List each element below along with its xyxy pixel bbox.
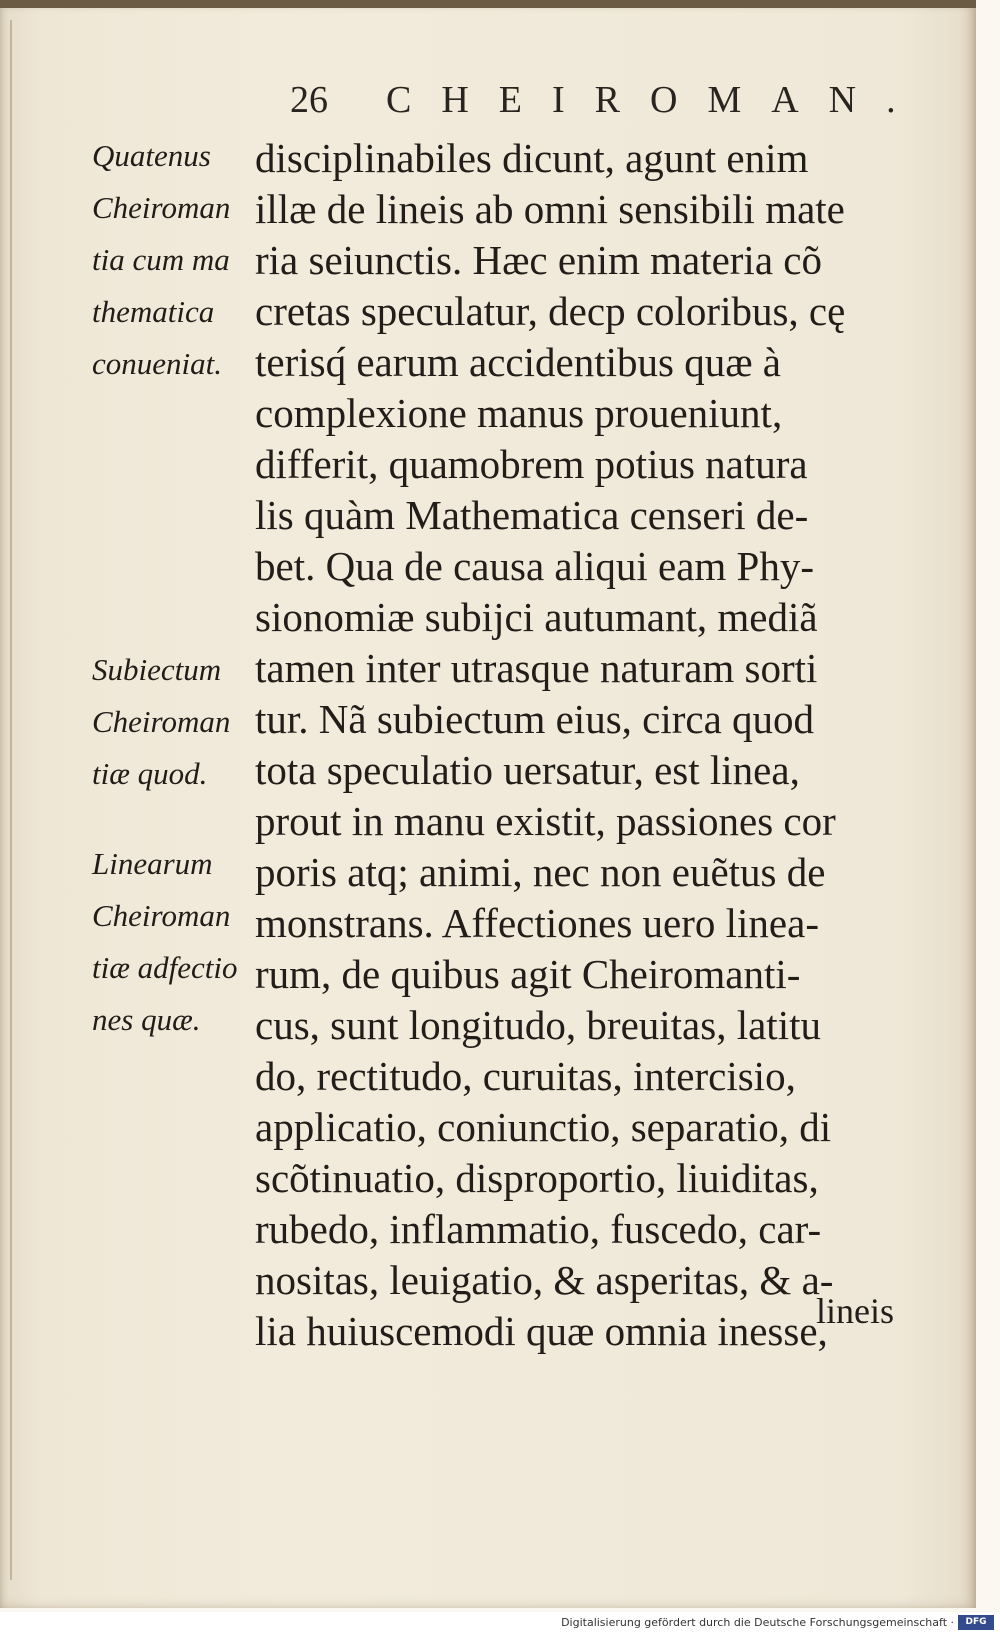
text-line: nositas, leuigatio, & asperitas, & a- [255, 1257, 834, 1303]
marginal-line: Cheiroman [92, 190, 231, 225]
text-line: do, rectitudo, curuitas, intercisio, [255, 1053, 796, 1099]
text-line: monstrans. Affectiones uero linea- [255, 900, 819, 946]
text-line: tamen inter utrasque naturam sorti [255, 645, 818, 691]
page-number: 26 [290, 79, 328, 121]
dfg-logo: DFG [958, 1615, 994, 1630]
text-line: tota speculatio uersatur, est linea, [255, 747, 800, 793]
page-top-edge [0, 0, 976, 8]
catchword: lineis [816, 1291, 894, 1331]
marginal-line: tia cum ma [92, 242, 230, 277]
text-line: disciplinabiles dicunt, agunt enim [255, 135, 809, 181]
text-line: applicatio, coniunctio, separatio, di [255, 1104, 832, 1150]
marginal-line: thematica [92, 294, 215, 329]
text-line: poris atq; animi, nec non euẽtus de [255, 849, 826, 895]
marginal-note-quatenus [92, 130, 262, 390]
text-line: rum, de quibus agit Cheiromanti- [255, 951, 801, 997]
text-line: terisq́ earum accidentibus quæ à [255, 339, 781, 385]
text-line: sionomiæ subijci autumant, mediã [255, 594, 818, 640]
marginal-note-subiectum [92, 644, 262, 800]
credit-text: Digitalisierung gefördert durch die Deutsche Forschungsgemeinschaft · [561, 1616, 954, 1629]
marginal-note-linearum [92, 838, 257, 1046]
marginal-line: Linearum [92, 846, 213, 881]
main-text-block [255, 133, 945, 1357]
text-line: lia huiuscemodi quæ omnia inesse, [255, 1308, 828, 1354]
text-line: ria seiunctis. Hæc enim materia cõ [255, 237, 822, 283]
page-gutter-line [10, 20, 12, 1580]
text-line: prout in manu existit, passiones cor [255, 798, 836, 844]
running-title: CHEIROMAN. [386, 79, 926, 121]
marginal-line: Subiectum [92, 652, 222, 687]
marginal-line: tiæ adfectio [92, 950, 238, 985]
text-line: lis quàm Mathematica censeri de- [255, 492, 809, 538]
running-head [290, 78, 926, 126]
marginal-line: tiæ quod. [92, 756, 208, 791]
text-line: cus, sunt longitudo, breuitas, latitu [255, 1002, 821, 1048]
text-line: complexione manus proueniunt, [255, 390, 783, 436]
text-line: bet. Qua de causa aliqui eam Phy- [255, 543, 815, 589]
text-line: scõtinuatio, disproportio, liuiditas, [255, 1155, 819, 1201]
marginal-line: Cheiroman [92, 704, 231, 739]
text-line: rubedo, inflammatio, fuscedo, car- [255, 1206, 822, 1252]
text-line: cretas speculatur, decp coloribus, cę [255, 288, 846, 334]
text-line: tur. Nã subiectum eius, circa quod [255, 696, 815, 742]
marginal-line: nes quæ. [92, 1002, 201, 1037]
text-line: differit, quamobrem potius natura [255, 441, 808, 487]
marginal-line: Quatenus [92, 138, 211, 173]
marginal-line: conueniat. [92, 346, 222, 381]
digitization-credit-bar [0, 1612, 1000, 1633]
marginal-line: Cheiroman [92, 898, 231, 933]
text-line: illæ de lineis ab omni sensibili mate [255, 186, 845, 232]
